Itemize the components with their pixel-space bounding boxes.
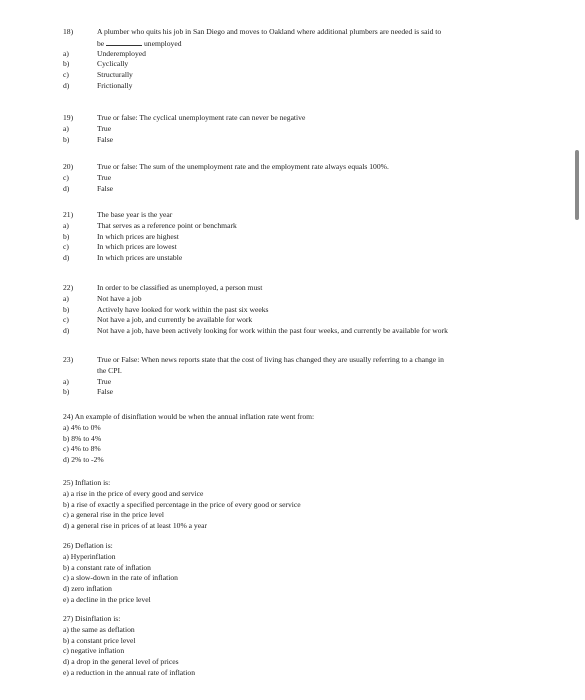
question-text: The base year is the year (97, 210, 173, 219)
option-text: Actively have looked for work within the past six weeks (97, 304, 269, 314)
option-label: c) (63, 242, 69, 252)
question-18 (0, 27, 560, 92)
option-text: Not have a job, have been actively looking for work within the past four weeks, and currently be available for work (97, 326, 448, 336)
option-text: c) a slow-down in the rate of inflation (63, 573, 178, 583)
option-label: a) (63, 376, 69, 386)
question-19 (0, 113, 560, 145)
question-stem: 26) Deflation is: (63, 541, 113, 550)
option-text: d) a drop in the general level of prices (63, 657, 179, 667)
question-text-line2: the CPI. (97, 365, 122, 375)
question-stem: 24) An example of disinflation would be when the annual inflation rate went from: (63, 412, 315, 421)
option-text: a) Hyperinflation (63, 551, 116, 561)
option-text: a) 4% to 0% (63, 422, 101, 432)
question-26 (63, 541, 533, 606)
question-23 (0, 355, 560, 398)
option-label: b) (63, 134, 70, 144)
option-label: c) (63, 315, 69, 325)
option-text: In which prices are unstable (97, 253, 183, 263)
option-text: False (97, 134, 114, 144)
question-text: A plumber who quits his job in San Diego and moves to Oakland where additional plumbers are needed is said to (97, 27, 442, 36)
option-text: In which prices are highest (97, 231, 179, 241)
option-label: b) (63, 387, 70, 397)
option-text: That serves as a reference point or benchmark (97, 220, 237, 230)
option-text: b) 8% to 4% (63, 433, 102, 443)
question-stem: 27) Disinflation is: (63, 614, 121, 623)
question-25 (63, 478, 533, 532)
option-text: True (97, 123, 112, 133)
option-text: e) a reduction in the annual rate of inflation (63, 667, 195, 677)
question-number: 21) (63, 210, 74, 219)
option-text: Frictionally (97, 80, 133, 90)
option-text: b) a constant rate of inflation (63, 562, 151, 572)
option-text: Not have a job (97, 293, 142, 303)
option-text: c) negative inflation (63, 646, 125, 656)
option-label: a) (63, 123, 69, 133)
question-number: 18) (63, 27, 74, 36)
question-27 (63, 614, 533, 679)
option-text: True (97, 376, 112, 386)
option-text: Cyclically (97, 59, 129, 69)
option-label: c) (63, 70, 69, 80)
option-text: In which prices are lowest (97, 242, 177, 252)
option-label: d) (63, 80, 70, 90)
option-text: c) 4% to 8% (63, 444, 101, 454)
option-text: e) a decline in the price level (63, 594, 151, 604)
option-label: b) (63, 304, 70, 314)
option-text: d) a general rise in prices of at least 10% a year (63, 521, 208, 531)
option-text: a) a rise in the price of every good and service (63, 488, 204, 498)
question-22 (0, 283, 560, 337)
option-text: b) a rise of exactly a specified percentage in the price of every good or service (63, 499, 301, 509)
question-number: 19) (63, 113, 74, 122)
question-text: True or false: The cyclical unemployment rate can never be negative (97, 113, 306, 122)
option-label: d) (63, 253, 70, 263)
option-label: b) (63, 231, 70, 241)
option-text: c) a general rise in the price level (63, 510, 164, 520)
question-21 (0, 210, 560, 264)
option-label: c) (63, 172, 69, 182)
option-text: False (97, 387, 114, 397)
question-text: In order to be classified as unemployed, a person must (97, 283, 263, 292)
option-text: Not have a job, and currently be available for work (97, 315, 253, 325)
question-20 (0, 162, 560, 194)
question-number: 23) (63, 355, 74, 364)
question-stem: 25) Inflation is: (63, 478, 111, 487)
question-number: 22) (63, 283, 74, 292)
option-label: d) (63, 183, 70, 193)
option-text: d) zero inflation (63, 584, 112, 594)
option-label: a) (63, 293, 69, 303)
option-text: False (97, 183, 114, 193)
question-text: True or false: The sum of the unemployment rate and the employment rate always equals 100%. (97, 162, 389, 171)
option-text: Structurally (97, 70, 133, 80)
question-number: 20) (63, 162, 74, 171)
option-text: True (97, 172, 112, 182)
option-text: b) a constant price level (63, 635, 136, 645)
question-text-line2: be unemployed (97, 38, 182, 48)
option-text: Underemployed (97, 48, 146, 58)
question-text: True or False: When news reports state that the cost of living has changed they are usually referring to a change in (97, 355, 444, 364)
option-label: b) (63, 59, 70, 69)
question-24 (63, 412, 533, 466)
option-label: a) (63, 220, 69, 230)
vertical-scrollbar[interactable] (575, 150, 579, 220)
option-label: a) (63, 48, 69, 58)
option-label: d) (63, 326, 70, 336)
option-text: a) the same as deflation (63, 624, 135, 634)
fill-blank (106, 38, 142, 46)
option-text: d) 2% to -2% (63, 455, 104, 465)
